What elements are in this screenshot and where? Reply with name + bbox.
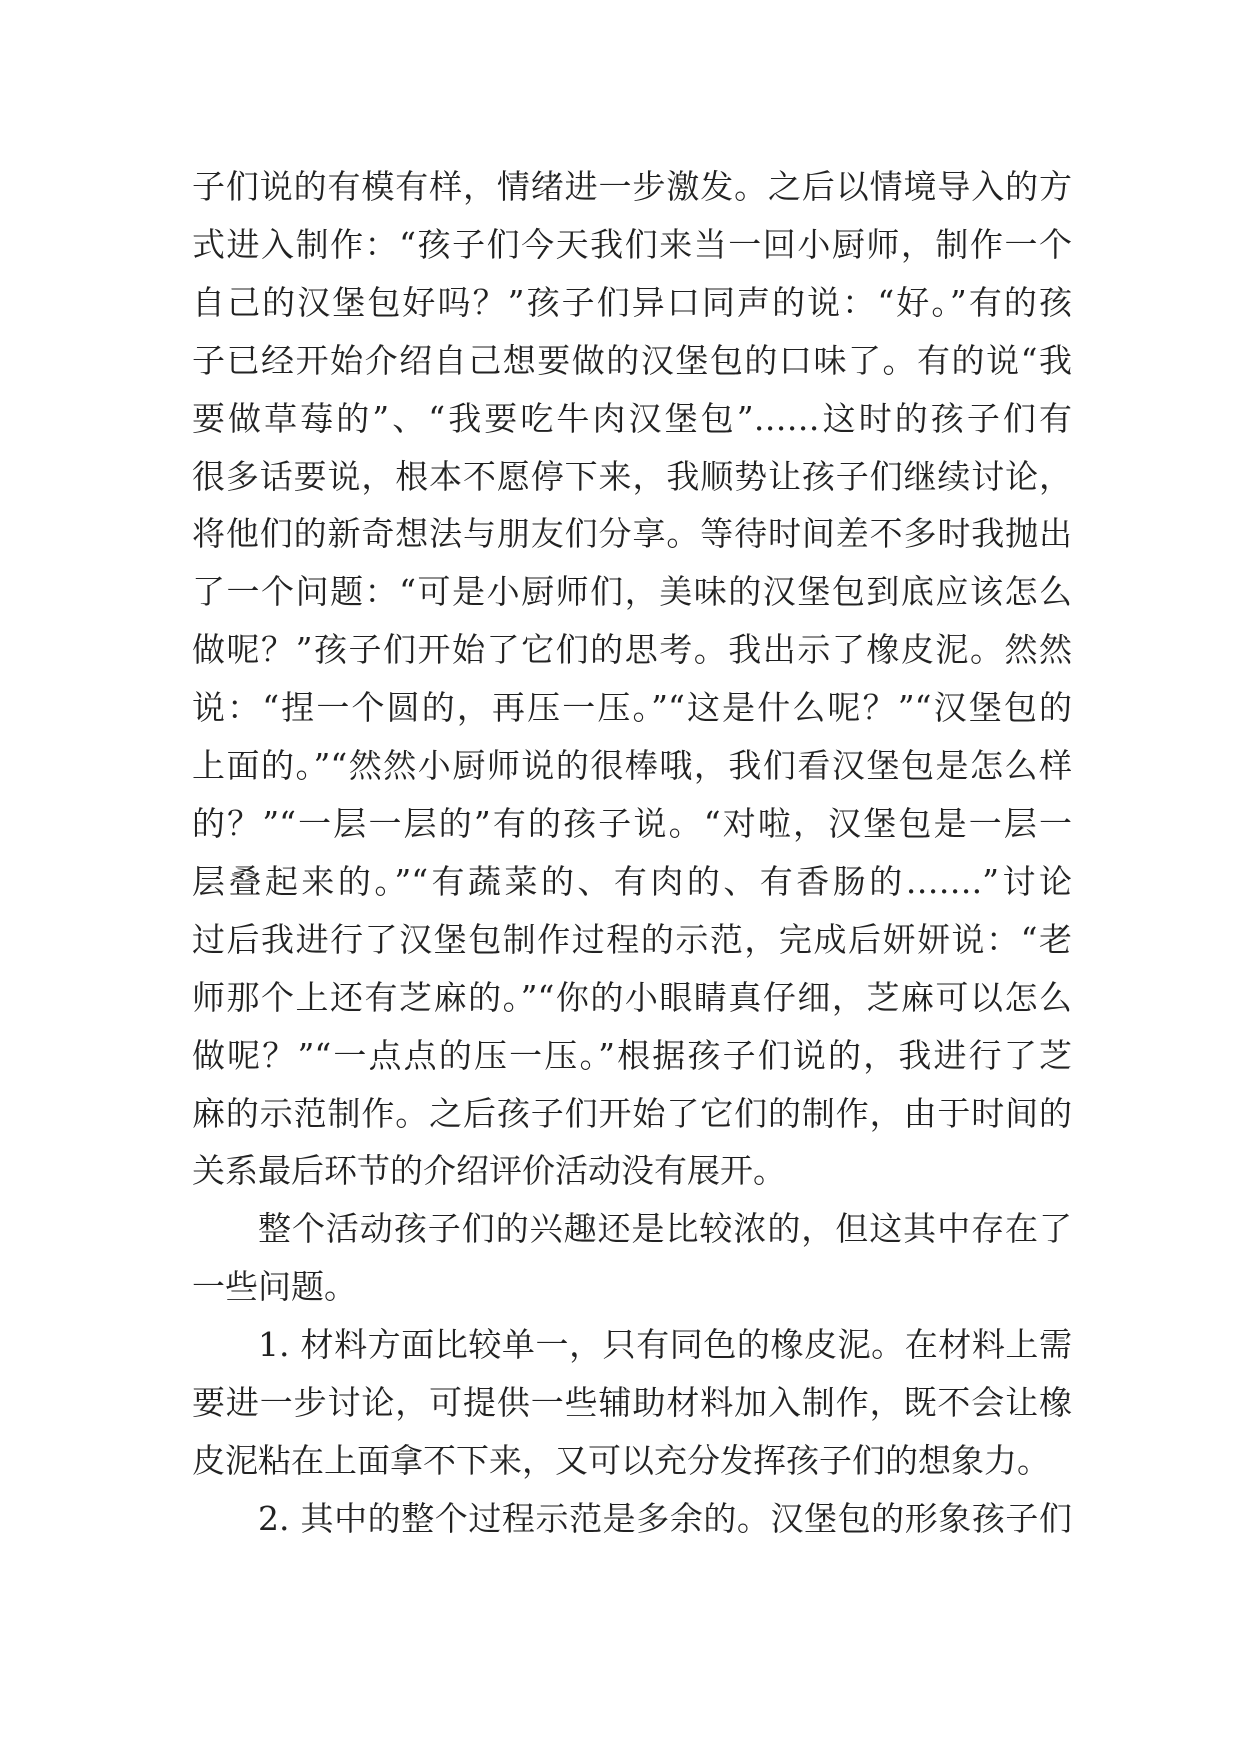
text-line: 一些问题。 bbox=[192, 1267, 357, 1307]
text-line: 了一个问题：“可是小厨师们，美味的汉堡包到底应该怎么 bbox=[192, 572, 1072, 612]
text-line: 要做草莓的”、“我要吃牛肉汉堡包”……这时的孩子们有 bbox=[192, 398, 1072, 438]
text-line: 子已经开始介绍自己想要做的汉堡包的口味了。有的说“我 bbox=[192, 340, 1072, 380]
text-line: 上面的。”“然然小厨师说的很棒哦，我们看汉堡包是怎么样 bbox=[192, 746, 1072, 786]
text-line: 要进一步讨论，可提供一些辅助材料加入制作，既不会让橡 bbox=[192, 1383, 1072, 1423]
text-line: 自己的汉堡包好吗？”孩子们异口同声的说：“好。”有的孩 bbox=[192, 282, 1072, 322]
text-line: 层叠起来的。”“有蔬菜的、有肉的、有香肠的…….”讨论 bbox=[192, 861, 1072, 901]
text-line: 将他们的新奇想法与朋友们分享。等待时间差不多时我抛出 bbox=[192, 514, 1072, 554]
text-line: 关系最后环节的介绍评价活动没有展开。 bbox=[192, 1151, 786, 1191]
paragraph-first-line: 整个活动孩子们的兴趣还是比较浓的，但这其中存在了 bbox=[258, 1209, 1072, 1249]
text-line: 很多话要说，根本不愿停下来，我顺势让孩子们继续讨论， bbox=[192, 456, 1072, 496]
text-line: 说：“捏一个圆的，再压一压。”“这是什么呢？”“汉堡包的 bbox=[192, 688, 1072, 728]
list-item-1-first-line: 1. 材料方面比较单一，只有同色的橡皮泥。在材料上需 bbox=[258, 1325, 1072, 1365]
list-item-2-first-line: 2. 其中的整个过程示范是多余的。汉堡包的形象孩子们 bbox=[258, 1498, 1072, 1538]
text-line: 做呢？”孩子们开始了它们的思考。我出示了橡皮泥。然然 bbox=[192, 630, 1072, 670]
text-line: 的？”“一层一层的”有的孩子说。“对啦，汉堡包是一层一 bbox=[192, 803, 1072, 843]
text-line: 子们说的有模有样，情绪进一步激发。之后以情境导入的方 bbox=[192, 167, 1072, 206]
text-line: 过后我进行了汉堡包制作过程的示范，完成后妍妍说：“老 bbox=[192, 919, 1072, 959]
text-line: 师那个上还有芝麻的。”“你的小眼睛真仔细，芝麻可以怎么 bbox=[192, 977, 1072, 1017]
body-text bbox=[192, 158, 1072, 1548]
text-line: 做呢？”“一点点的压一压。”根据孩子们说的，我进行了芝 bbox=[192, 1035, 1072, 1075]
text-line: 皮泥粘在上面拿不下来，又可以充分发挥孩子们的想象力。 bbox=[192, 1440, 1050, 1480]
text-line: 麻的示范制作。之后孩子们开始了它们的制作，由于时间的 bbox=[192, 1093, 1072, 1133]
text-line: 式进入制作：“孩子们今天我们来当一回小厨师，制作一个 bbox=[192, 224, 1072, 264]
